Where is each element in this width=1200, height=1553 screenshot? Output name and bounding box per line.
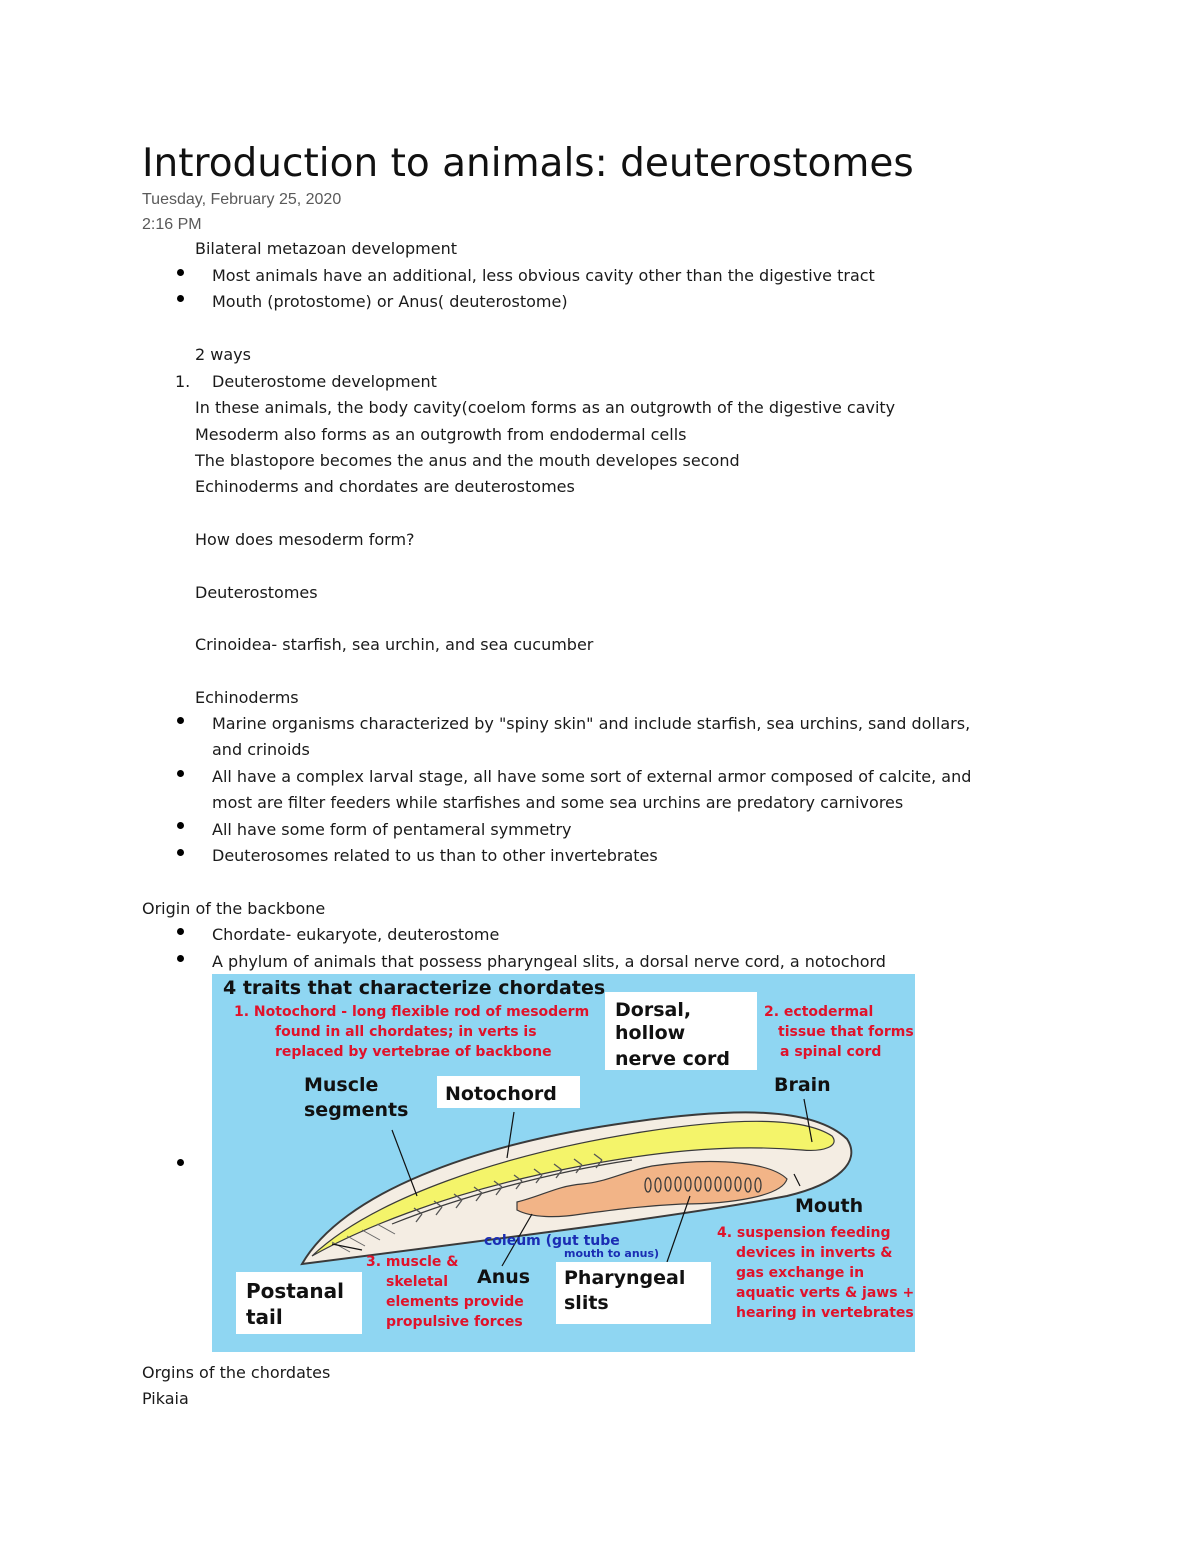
anus-label: Anus [477, 1266, 531, 1288]
section-heading-backbone: Origin of the backbone [142, 899, 326, 918]
origins-chordates-line: Orgins of the chordates [142, 1363, 331, 1382]
figure-title: 4 traits that characterize chordates [223, 977, 606, 999]
suspension-feeding-note: gas exchange in [736, 1265, 865, 1281]
section-heading-echinoderms: Echinoderms [195, 688, 299, 707]
page-time: 2:16 PM [142, 216, 202, 233]
section-heading-bilateral: Bilateral metazoan development [195, 239, 457, 258]
ectodermal-note: tissue that forms [778, 1024, 914, 1040]
list-item: All have a complex larval stage, all have some sort of external armor composed of calcite, and [212, 767, 972, 786]
suspension-feeding-note: 4. suspension feeding [717, 1225, 891, 1241]
bullet-dot [177, 770, 184, 777]
notochord-definition: 1. Notochord - long flexible rod of mesoderm [234, 1004, 590, 1020]
list-item: Deuterosomes related to us than to other invertebrates [212, 846, 658, 865]
list-item: All have some form of pentameral symmetry [212, 820, 572, 839]
question-line: How does mesoderm form? [195, 530, 415, 549]
muscle-skeletal-note: skeletal [386, 1274, 448, 1290]
dorsal-label: Dorsal, [615, 999, 692, 1021]
bullet-dot [177, 269, 184, 276]
ectodermal-note: 2. ectodermal [764, 1004, 874, 1020]
mouth-label: Mouth [795, 1195, 864, 1217]
postanal-label: Postanal [246, 1279, 344, 1303]
list-item-continuation: most are filter feeders while starfishes and some sea urchins are predatory carnivores [212, 793, 904, 812]
list-item: Deuterostome development [212, 372, 437, 391]
muscle-skeletal-note: elements provide [386, 1294, 524, 1310]
bullet-dot [177, 822, 184, 829]
chordate-traits-figure [212, 974, 915, 1352]
page-title: Introduction to animals: deuterostomes [142, 141, 914, 186]
text-line: In these animals, the body cavity(coelom forms as an outgrowth of the digestive cavity [195, 398, 896, 417]
coleum-label: coleum (gut tube [484, 1233, 620, 1249]
bullet-dot [177, 955, 184, 962]
list-number: 1. [175, 372, 191, 391]
text-line: Echinoderms and chordates are deuterostomes [195, 477, 575, 496]
bullet-dot [177, 928, 184, 935]
list-item: A phylum of animals that possess pharyngeal slits, a dorsal nerve cord, a notochord [212, 952, 886, 971]
brain-label: Brain [774, 1074, 831, 1096]
bullet-dot [177, 1159, 184, 1166]
text-line: Mesoderm also forms as an outgrowth from endodermal cells [195, 425, 687, 444]
muscle-skeletal-note: 3. muscle & [366, 1254, 459, 1270]
list-item: Marine organisms characterized by "spiny skin" and include starfish, sea urchins, sand dollars, [212, 714, 971, 733]
pikaia-line: Pikaia [142, 1389, 189, 1408]
coleum-sublabel: mouth to anus) [564, 1247, 660, 1260]
muscle-segments-label: segments [304, 1099, 409, 1121]
bullet-dot [177, 295, 184, 302]
muscle-skeletal-note: propulsive forces [386, 1314, 523, 1330]
suspension-feeding-note: hearing in vertebrates [736, 1305, 914, 1321]
dorsal-label: nerve cord [615, 1048, 730, 1070]
list-item: Most animals have an additional, less obvious cavity other than the digestive tract [212, 266, 875, 285]
bullet-dot [177, 849, 184, 856]
dorsal-label: hollow [615, 1022, 686, 1044]
list-item: Chordate- eukaryote, deuterostome [212, 925, 500, 944]
notochord-definition: replaced by vertebrae of backbone [275, 1044, 552, 1060]
ectodermal-note: a spinal cord [780, 1044, 882, 1060]
chordate-diagram [212, 974, 915, 1352]
page-date: Tuesday, February 25, 2020 [142, 191, 342, 208]
crinoidea-line: Crinoidea- starfish, sea urchin, and sea cucumber [195, 635, 594, 654]
pharyngeal-label: slits [564, 1292, 609, 1314]
suspension-feeding-note: aquatic verts & jaws + [736, 1285, 915, 1301]
list-item-continuation: and crinoids [212, 740, 310, 759]
ways-label: 2 ways [195, 345, 251, 364]
pharyngeal-label: Pharyngeal [564, 1267, 686, 1289]
deuterostomes-label: Deuterostomes [195, 583, 318, 602]
list-item: Mouth (protostome) or Anus( deuterostome) [212, 292, 568, 311]
postanal-label: tail [246, 1305, 283, 1329]
notochord-definition: found in all chordates; in verts is [275, 1024, 537, 1040]
bullet-dot [177, 717, 184, 724]
muscle-segments-label: Muscle [304, 1074, 379, 1096]
notochord-label: Notochord [445, 1083, 557, 1105]
suspension-feeding-note: devices in inverts & [736, 1245, 893, 1261]
text-line: The blastopore becomes the anus and the mouth developes second [195, 451, 740, 470]
